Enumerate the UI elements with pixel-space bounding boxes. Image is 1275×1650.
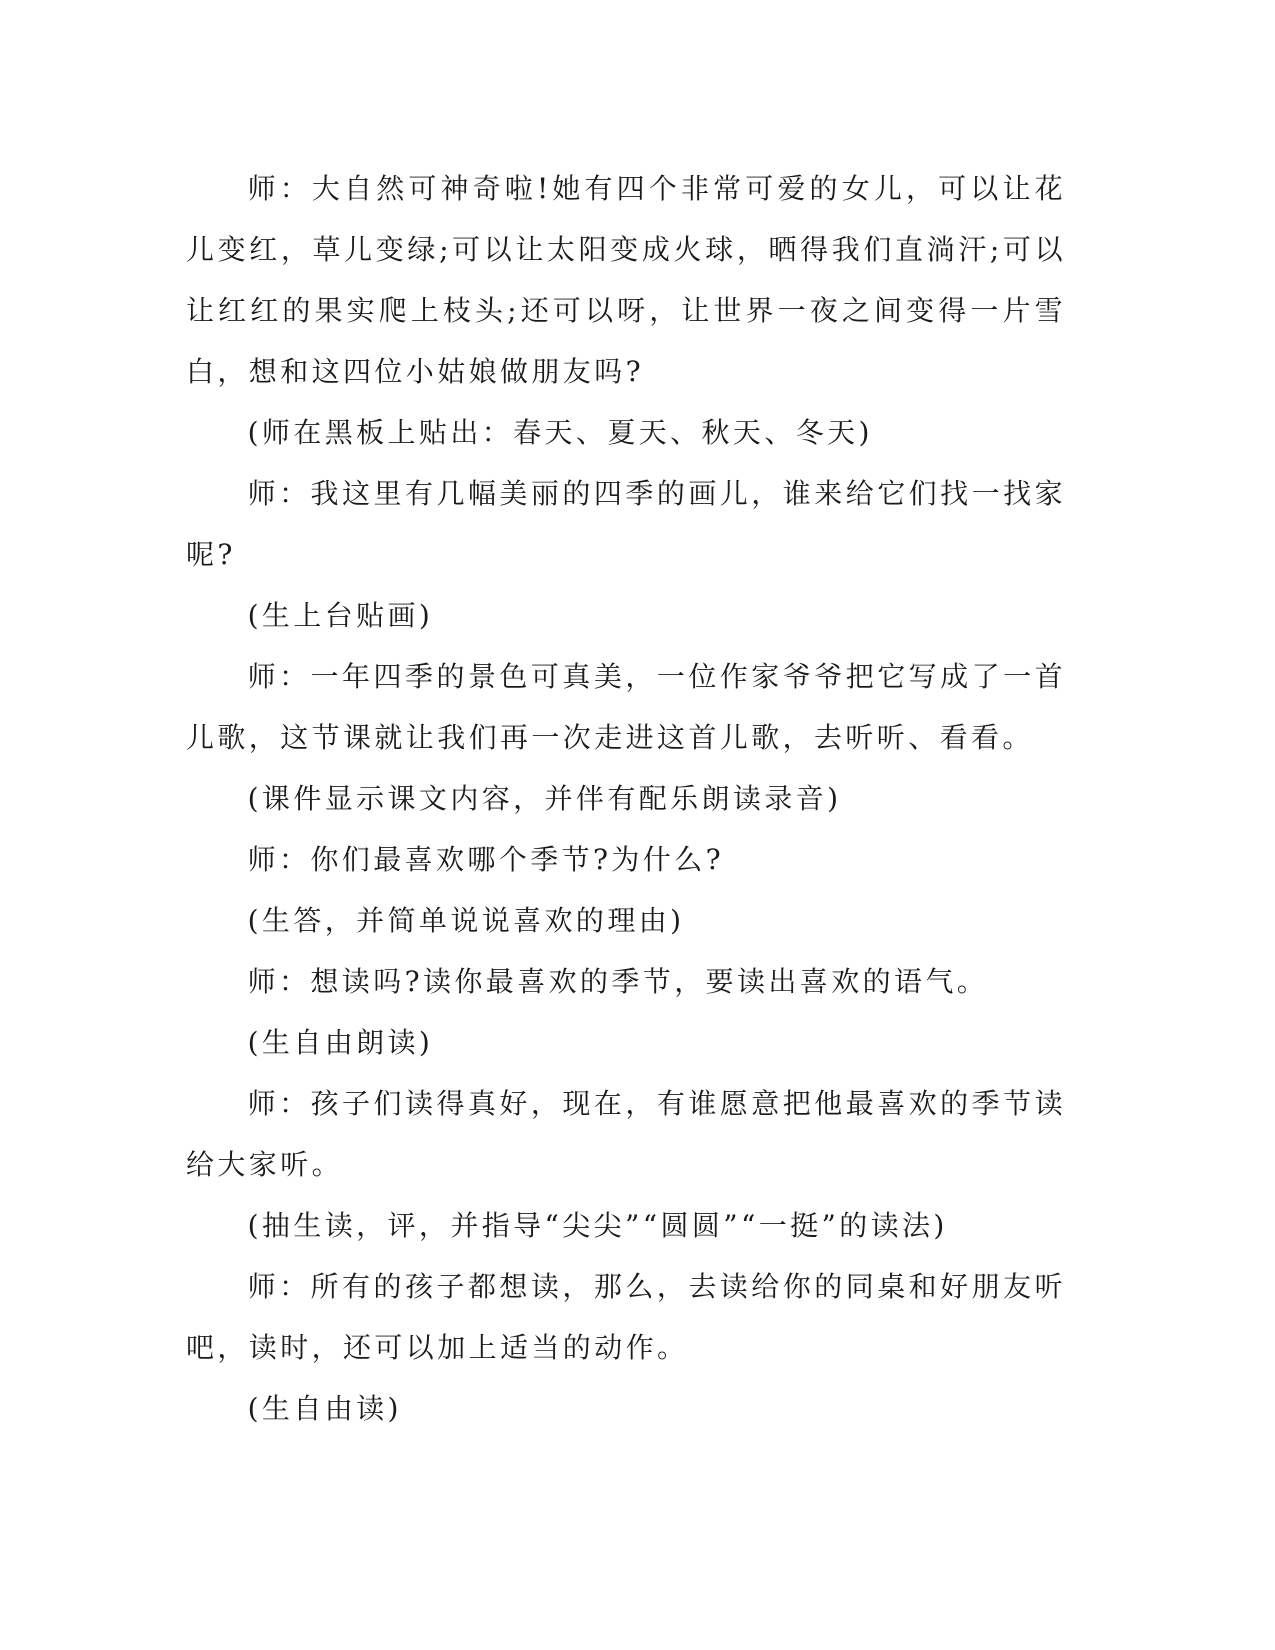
paragraph-12: (抽生读，评，并指导“尖尖”“圆圆”“一挺”的读法) (247, 1209, 948, 1242)
paragraph-3: 师：我这里有几幅美丽的四季的画儿，谁来给它们找一找家呢? (186, 477, 1066, 571)
paragraph-2: (师在黑板上贴出：春天、夏天、秋天、冬天) (247, 416, 873, 449)
paragraph-8: (生答，并简单说说喜欢的理由) (247, 904, 685, 937)
paragraph-1: 师：大自然可神奇啦!她有四个非常可爱的女儿，可以让花儿变红，草儿变绿;可以让太阳变成火球，晒得我们直淌汗;可以让红红的果实爬上枝头;还可以呀，让世界一夜之间变得一片雪白，想和这四位小姑娘做朋友吗? (186, 172, 1066, 388)
paragraph-14: (生自由读) (247, 1392, 402, 1425)
paragraph-13: 师：所有的孩子都想读，那么，去读给你的同桌和好朋友听吧，读时，还可以加上适当的动作。 (186, 1270, 1066, 1364)
paragraph-7: 师：你们最喜欢哪个季节?为什么? (247, 843, 725, 876)
paragraph-6: (课件显示课文内容，并伴有配乐朗读录音) (247, 782, 842, 815)
paragraph-4: (生上台贴画) (247, 599, 434, 632)
paragraph-10: (生自由朗读) (247, 1026, 434, 1059)
paragraph-11: 师：孩子们读得真好，现在，有谁愿意把他最喜欢的季节读给大家听。 (186, 1087, 1066, 1181)
paragraph-5: 师：一年四季的景色可真美，一位作家爷爷把它写成了一首儿歌，这节课就让我们再一次走进这首儿歌，去听听、看看。 (186, 660, 1066, 754)
document-page (186, 158, 1066, 1439)
paragraph-9: 师：想读吗?读你最喜欢的季节，要读出喜欢的语气。 (247, 965, 989, 998)
